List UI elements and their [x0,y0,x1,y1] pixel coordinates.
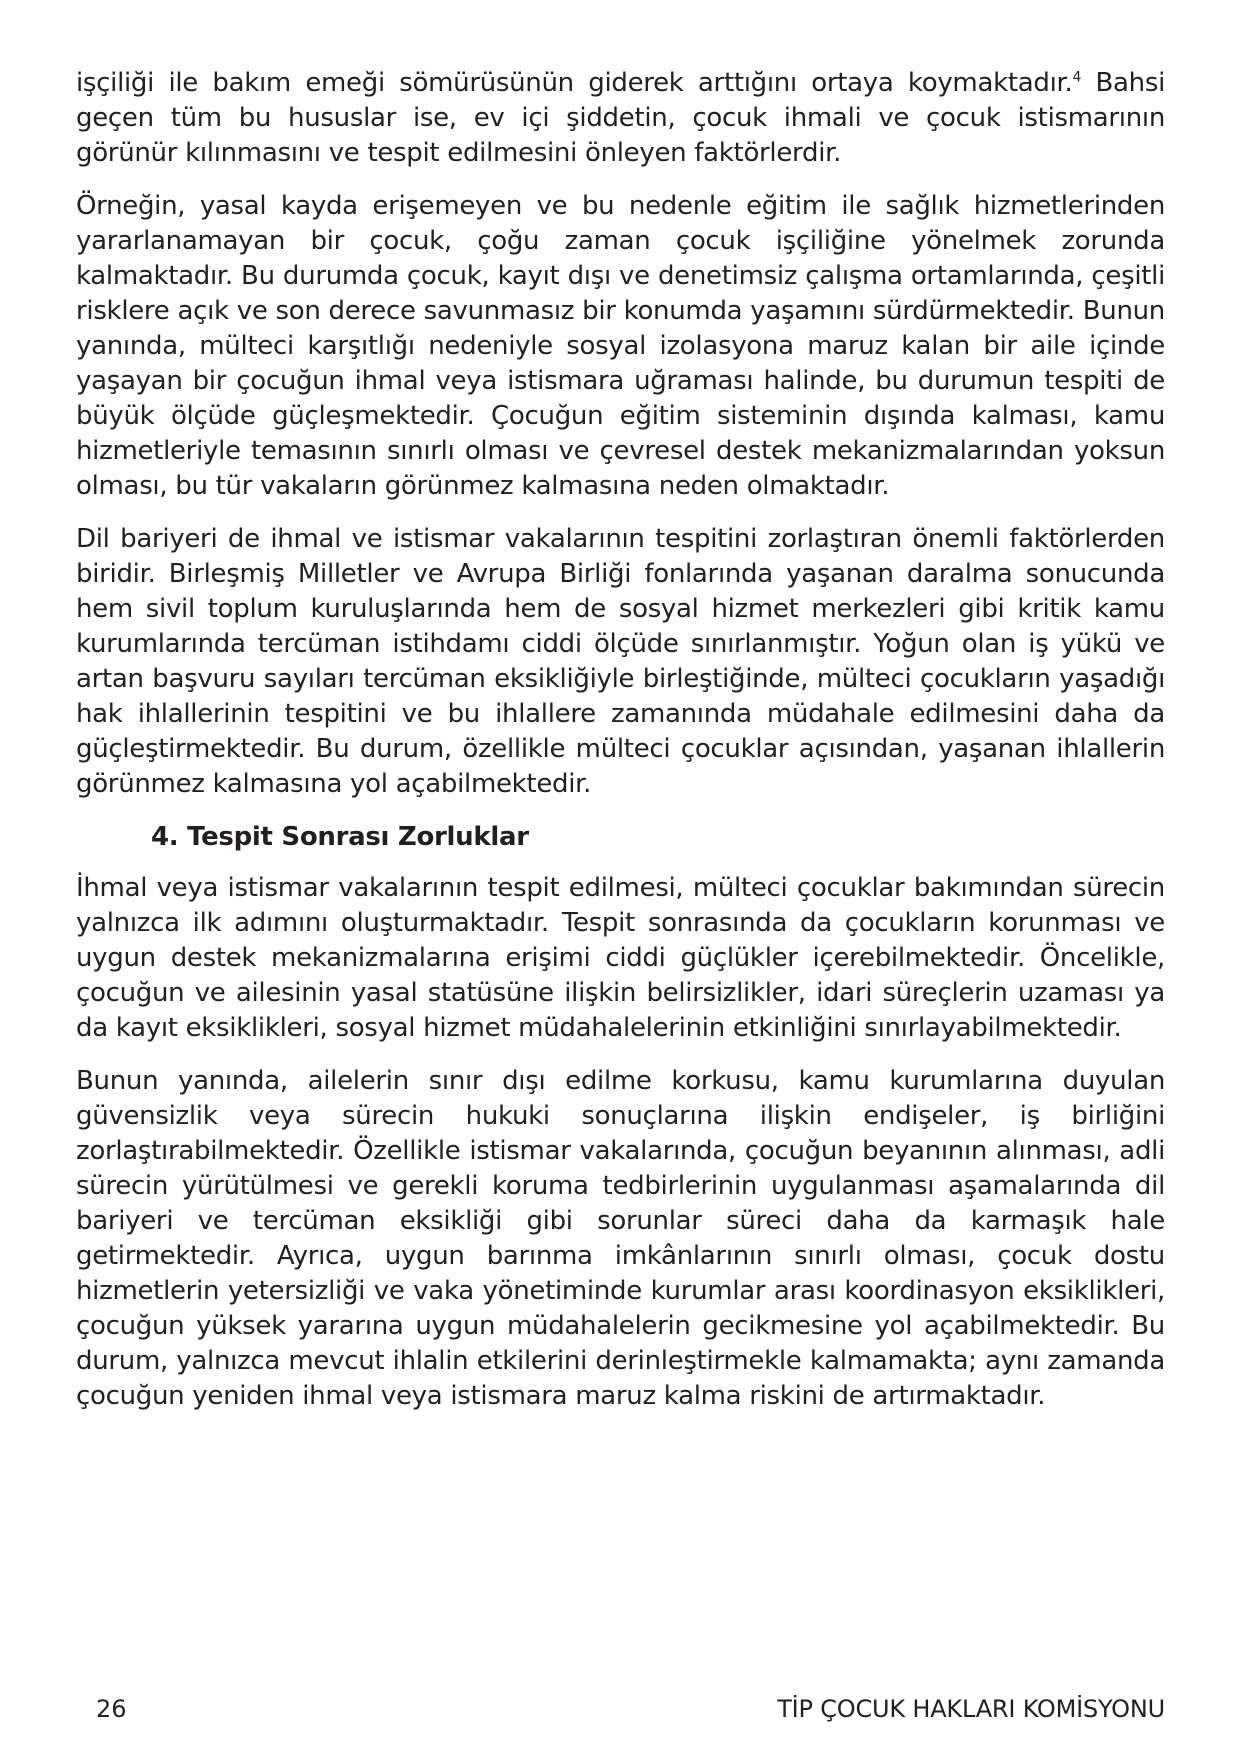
paragraph-3: Dil bariyeri de ihmal ve istismar vakalarının tespitini zorlaştıran önemli faktörlerden biridir. Birleşmiş Milletler ve Avrupa Birliği fonlarında yaşanan daralma sonucunda hem sivil toplum kuruluşlarında hem de sosyal hizmet merkezleri gibi kritik kamu kurumlarında tercüman istihdamı ciddi ölçüde sınırlanmıştır. Yoğun olan iş yükü ve artan başvuru sayıları tercüman eksikliğiyle birleştiğinde, mülteci çocukların yaşadığı hak ihlallerinin tespitini ve bu ihlallere zamanında müdahale edilmesini daha da güçleştirmektedir. Bu durum, özellikle mülteci çocuklar açısından, yaşanan ihlallerin görünmez kalmasına yol açabilmektedir. [76,524,1165,799]
page-body [76,66,1165,1432]
paragraph-1 [76,66,1165,171]
running-title: TİP ÇOCUK HAKLARI KOMİSYONU [777,1695,1165,1723]
footnote-reference[interactable]: 4 [1072,69,1082,86]
paragraph-2: Örneğin, yasal kayda erişemeyen ve bu nedenle eğitim ile sağlık hizmetlerinden yararlanamayan bir çocuk, çoğu zaman çocuk işçiliğine yönelmek zorunda kalmaktadır. Bu durumda çocuk, kayıt dışı ve denetimsiz çalışma ortamlarında, çeşitli risklere açık ve son derece savunmasız bir konumda yaşamını sürdürmektedir. Bunun yanında, mülteci karşıtlığı nedeniyle sosyal izolasyona maruz kalan bir aile içinde yaşayan bir çocuğun ihmal veya istismara uğraması halinde, bu durumun tespiti de büyük ölçüde güçleşmektedir. Çocuğun eğitim sisteminin dışında kalması, kamu hizmetleriyle temasının sınırlı olması ve çevresel destek mekanizmalarından yoksun olması, bu tür vakaların görünmez kalmasına neden olmaktadır. [76,191,1165,501]
paragraph-1-text-continued: Bahsi geçen tüm bu hususlar ise, ev içi şiddetin, çocuk ihmali ve çocuk istismarının görünür kılınmasını ve tespit edilmesini önleyen faktörlerdir. [76,68,1166,168]
page-number: 26 [96,1695,127,1723]
paragraph-1-text: işçiliği ile bakım emeği sömürüsünün giderek arttığını ortaya koymaktadır. [76,68,1073,98]
section-heading: 4. Tespit Sonrası Zorluklar [151,822,529,852]
paragraph-4: İhmal veya istismar vakalarının tespit edilmesi, mülteci çocuklar bakımından sürecin yalnızca ilk adımını oluşturmaktadır. Tespit sonrasında da çocukların korunması ve uygun destek mekanizmalarına erişimi ciddi güçlükler içerebilmektedir. Öncelikle, çocuğun ve ailesinin yasal statüsüne ilişkin belirsizlikler, idari süreçlerin uzaması ya da kayıt eksiklikleri, sosyal hizmet müdahalelerinin etkinliğini sınırlayabilmektedir. [76,873,1165,1043]
paragraph-5: Bunun yanında, ailelerin sınır dışı edilme korkusu, kamu kurumlarına duyulan güvensizlik veya sürecin hukuki sonuçlarına ilişkin endişeler, iş birliğini zorlaştırabilmektedir. Özellikle istismar vakalarında, çocuğun beyanının alınması, adli sürecin yürütülmesi ve gerekli koruma tedbirlerinin uygulanması aşamalarında dil bariyeri ve tercüman eksikliği gibi sorunlar süreci daha da karmaşık hale getirmektedir. Ayrıca, uygun barınma imkânlarının sınırlı olması, çocuk dostu hizmetlerin yetersizliği ve vaka yönetiminde kurumlar arası koordinasyon eksiklikleri, çocuğun yüksek yararına uygun müdahalelerin gecikmesine yol açabilmektedir. Bu durum, yalnızca mevcut ihlalin etkilerini derinleştirmekle kalmamakta; aynı zamanda çocuğun yeniden ihmal veya istismara maruz kalma riskini de artırmaktadır. [76,1066,1165,1411]
page-footer [96,1693,1165,1725]
